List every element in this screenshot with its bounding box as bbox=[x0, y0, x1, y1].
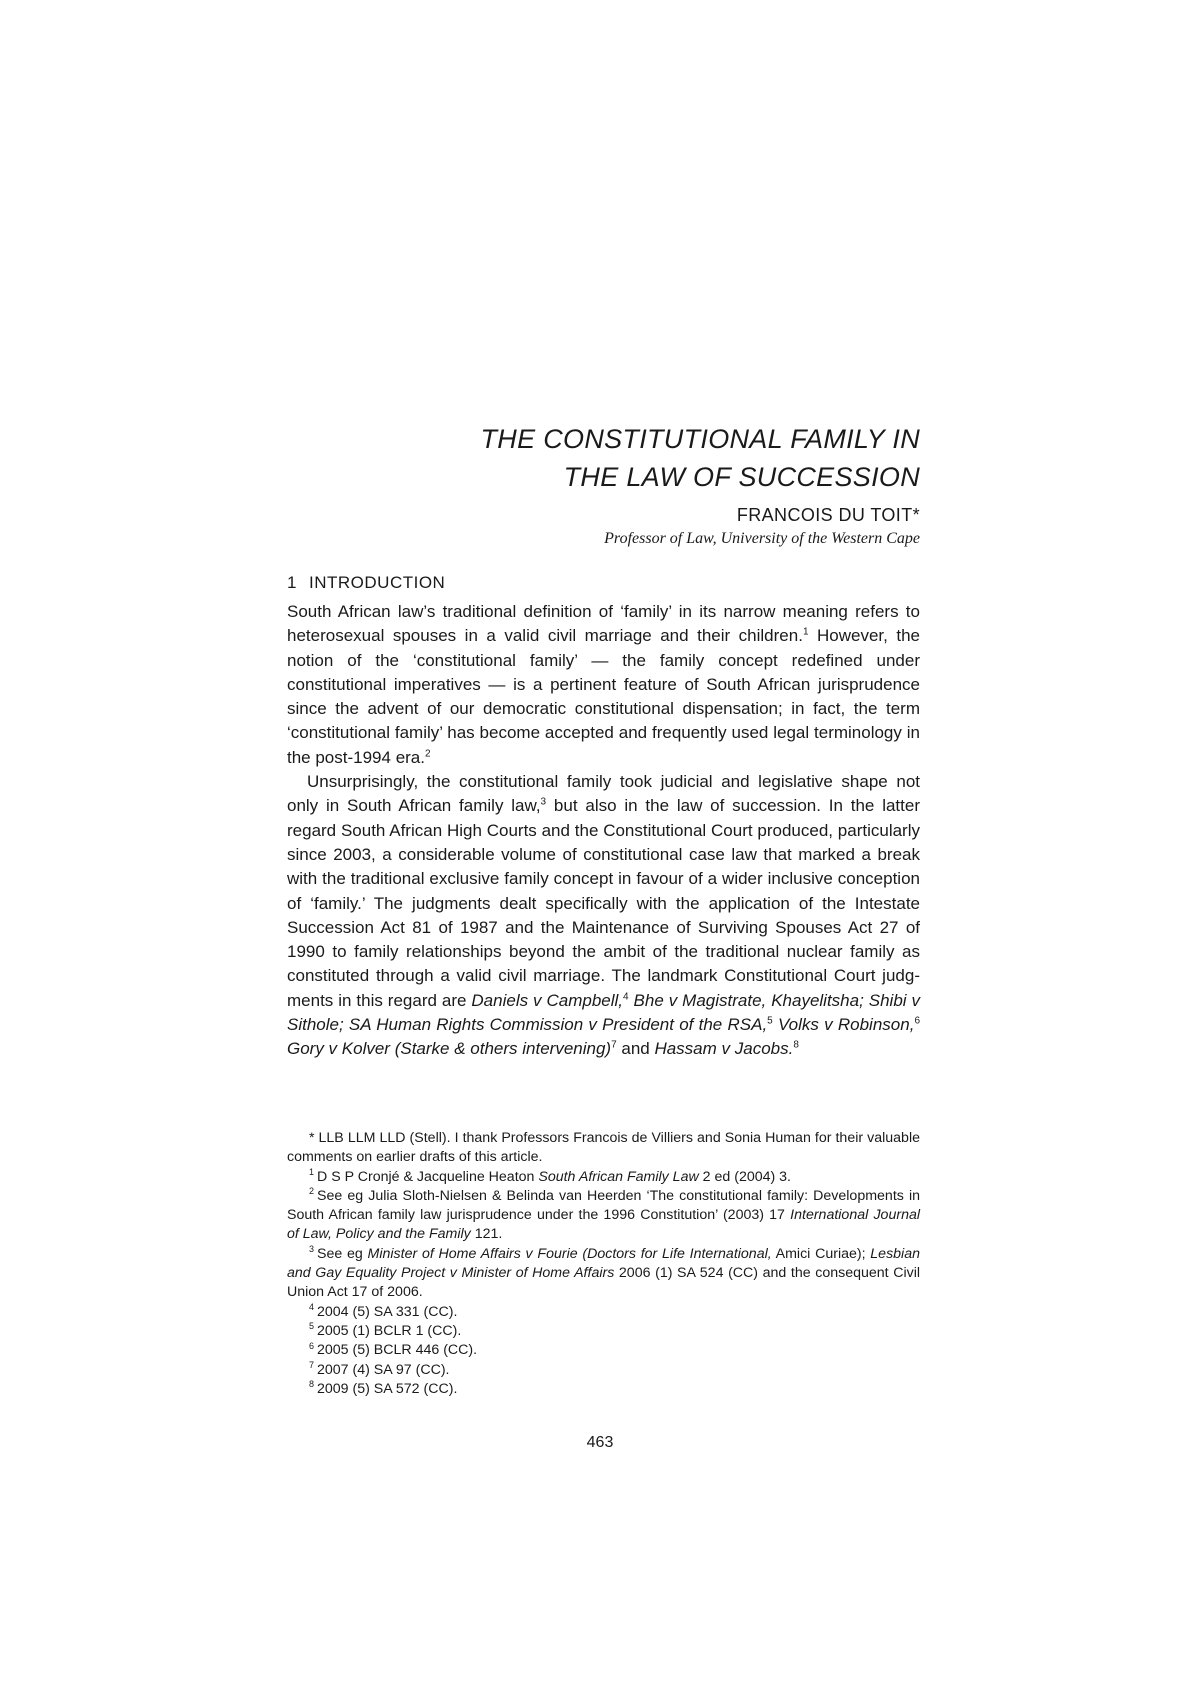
footnote-2-italic: International Journal of Law, Policy and the Family bbox=[287, 1207, 920, 1243]
footnote-2 bbox=[287, 1187, 920, 1245]
footnote-ref-1: 1 bbox=[802, 626, 809, 638]
footnote-7-text: 2007 (4) SA 97 (CC). bbox=[317, 1361, 450, 1378]
footnote-3-italic-1: Minister of Home Affairs v Fourie (Doctors for Life International, bbox=[367, 1245, 772, 1262]
footnote-7 bbox=[287, 1361, 920, 1380]
footnote-5 bbox=[287, 1322, 920, 1341]
footnote-star-text: LLB LLM LLD (Stell). I thank Professors Francois de Villiers and Sonia Human for their valuable comments on earlier drafts of this article. bbox=[287, 1130, 920, 1166]
footnote-3-text-c: 2006 (1) SA 524 (CC) and the consequent Civil Union Act 17 of 2006. bbox=[287, 1265, 921, 1301]
case-name-gory: Gory v Kolver (Starke & others intervening) bbox=[287, 1039, 612, 1059]
footnote-6-mark: 6 bbox=[309, 1340, 315, 1351]
body-text bbox=[287, 600, 920, 1062]
paragraph-2-text-and: and bbox=[616, 1039, 655, 1059]
footnote-ref-2: 2 bbox=[424, 748, 431, 760]
footnote-2-mark: 2 bbox=[309, 1186, 315, 1197]
footnote-1-text-b: 2 ed (2004) 3. bbox=[698, 1168, 791, 1185]
footnote-3-italic-2: Lesbian and Gay Equality Project v Minister of Home Affairs bbox=[287, 1245, 920, 1282]
case-name-volks: Volks v Robinson, bbox=[772, 1015, 915, 1035]
paragraph-2-text-a: Unsurprisingly, the constitutional family took judicial and legislative shape not only in South African family law, bbox=[287, 772, 920, 816]
footnote-8-mark: 8 bbox=[309, 1379, 315, 1390]
section-heading bbox=[287, 573, 445, 593]
footnote-ref-7: 7 bbox=[611, 1039, 617, 1051]
footnote-4-mark: 4 bbox=[309, 1301, 315, 1312]
footnote-3-text-a: See eg bbox=[317, 1245, 368, 1262]
footnote-1 bbox=[287, 1168, 920, 1187]
footnote-7-mark: 7 bbox=[309, 1359, 315, 1370]
footnote-ref-8: 8 bbox=[793, 1039, 799, 1051]
footnote-4-text: 2004 (5) SA 331 (CC). bbox=[317, 1303, 458, 1320]
footnote-8 bbox=[287, 1380, 920, 1399]
title-block bbox=[287, 420, 920, 550]
footnote-1-text-a: D S P Cronjé & Jacqueline Heaton bbox=[317, 1168, 539, 1185]
footnote-3-mark: 3 bbox=[309, 1244, 315, 1255]
footnote-1-mark: 1 bbox=[309, 1166, 315, 1177]
footnote-ref-4: 4 bbox=[623, 991, 629, 1003]
footnotes bbox=[287, 1129, 920, 1399]
footnote-5-mark: 5 bbox=[309, 1321, 315, 1332]
author-name: FRANCOIS DU TOIT* bbox=[736, 505, 920, 525]
paragraph-2 bbox=[287, 770, 920, 1062]
page-number: 463 bbox=[586, 1434, 614, 1451]
footnote-1-italic: South African Family Law bbox=[538, 1168, 699, 1185]
footnote-8-text: 2009 (5) SA 572 (CC). bbox=[317, 1380, 458, 1397]
case-name-bhe: Bhe v Magistrate, Khayelitsha; Shibi v Sithole; SA Human Rights Commission v President of the RSA, bbox=[287, 990, 920, 1035]
footnote-3-text-b: Amici Curiae); bbox=[771, 1245, 871, 1262]
footnote-6 bbox=[287, 1341, 920, 1360]
paragraph-2-text-b: but also in the law of succession. In the latter regard South African High Courts and the Constitutional Court produced, particularly since 2003, a considerable volume of constitutional case law that marked a break with the traditional exclusive family concept in favour of a wider inclusive conception of ‘family.’ The judgments dealt specifically with the application of the Intestate Succession Act 81 of 1987 and the Maintenance of Surviving Spouses Act 27 of 1990 to family relationships beyond the ambit of the traditional nuclear family as constituted through a valid civil marriage. The landmark Constitutional Court judgments in this regard are bbox=[287, 796, 920, 1010]
footnote-ref-3: 3 bbox=[540, 796, 547, 808]
footnote-6-text: 2005 (5) BCLR 446 (CC). bbox=[317, 1342, 478, 1359]
article-title-line-2: THE LAW OF SUCCESSION bbox=[563, 462, 920, 492]
paragraph-1-text-b: However, the notion of the ‘constitutional family’ — the family concept redefined under constitutional imperatives — is a pertinent feature of South African jurisprudence since the advent of our democratic constitutional dispensation; in fact, the term ‘constitutional family’ has become accepted and frequently used legal terminology in the post-1994 era. bbox=[287, 626, 920, 767]
paragraph-1-text-a: South African law’s traditional definition of ‘family’ in its narrow meaning refers to heterosexual spouses in a valid civil marriage and their children. bbox=[287, 602, 920, 646]
footnote-5-text: 2005 (1) BCLR 1 (CC). bbox=[317, 1322, 462, 1339]
footnote-ref-6: 6 bbox=[914, 1015, 920, 1027]
section-title: INTRODUCTION bbox=[309, 573, 446, 592]
author-affiliation: Professor of Law, University of the Western Cape bbox=[604, 530, 920, 547]
footnote-3 bbox=[287, 1245, 920, 1303]
paragraph-1 bbox=[287, 600, 920, 770]
footnote-2-text-a: See eg Julia Sloth-Nielsen & Belinda van Heerden ‘The constitutional family: Developments in South African family law jurisprudence under the 1996 Constitution’ (2003) 17 bbox=[287, 1187, 920, 1224]
case-name-hassam: Hassam v Jacobs. bbox=[654, 1039, 794, 1059]
footnote-star bbox=[287, 1129, 920, 1168]
footnote-star-mark: * bbox=[309, 1130, 315, 1146]
article-title-line-1: THE CONSTITUTIONAL FAMILY IN bbox=[480, 424, 920, 454]
case-name-daniels: Daniels v Campbell, bbox=[471, 990, 624, 1010]
section-number: 1 bbox=[287, 573, 297, 592]
footnote-4 bbox=[287, 1303, 920, 1322]
footnote-ref-5: 5 bbox=[767, 1015, 773, 1027]
footnote-2-text-b: 121. bbox=[470, 1226, 503, 1243]
